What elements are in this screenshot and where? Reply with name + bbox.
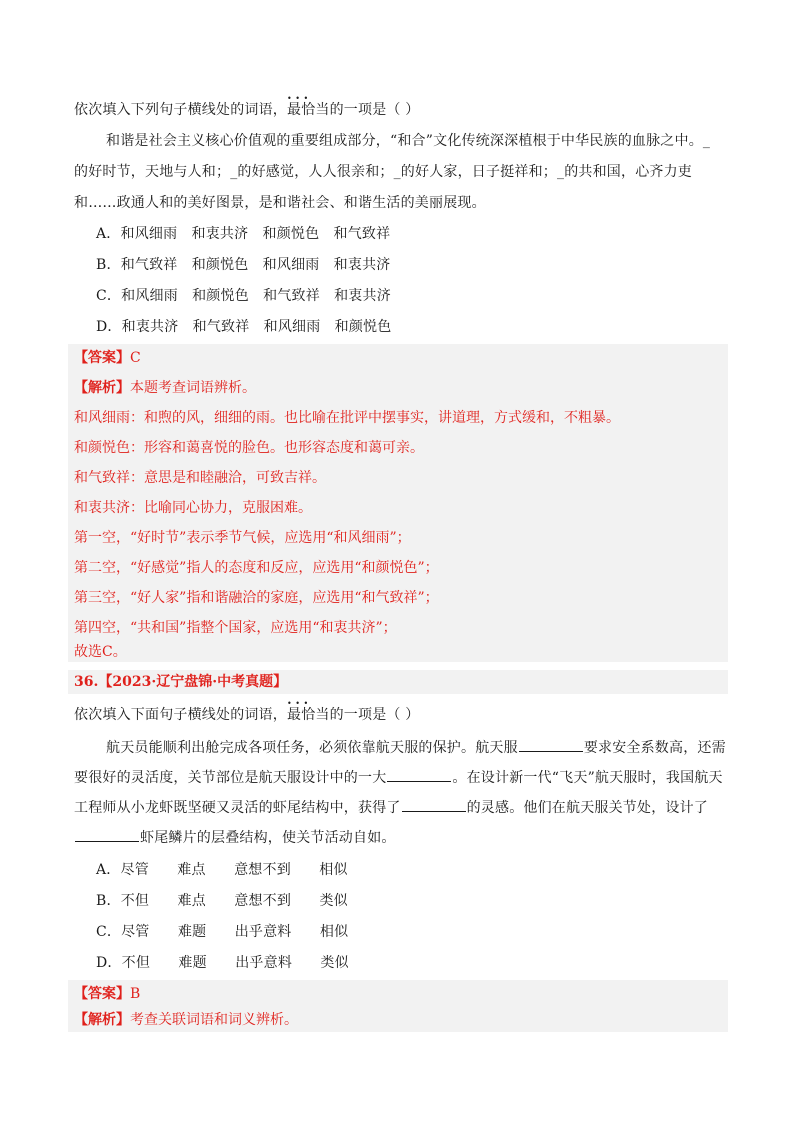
q2-passage-text: 航天员能顺利出舱完成各项任务，必须依靠航天服的保护。航天服 xyxy=(106,740,518,756)
q2-passage-line-2 xyxy=(74,767,723,788)
q1-answer-label: 【答案】 xyxy=(74,350,130,366)
q2-passage-text: 工程师从小龙虾既坚硬又灵活的虾尾结构中，获得了 xyxy=(74,800,401,816)
q2-passage-text: 要求安全系数高，还需 xyxy=(583,740,726,756)
q1-option-d: D．和衷共济 和气致祥 和风细雨 和颜悦色 xyxy=(96,319,392,335)
q1-analysis-intro: 本题考查词语辨析。 xyxy=(130,380,256,396)
q2-passage-line-4 xyxy=(74,827,396,848)
q2-analysis-intro: 考查关联词语和词义辨析。 xyxy=(130,1012,298,1028)
q2-blank-1 xyxy=(519,737,583,752)
q2-option-b: B．不但 难点 意想不到 类似 xyxy=(96,893,348,909)
q2-stem xyxy=(74,705,419,725)
q2-passage-text: 要很好的灵活度，关节部位是航天服设计中的一大 xyxy=(74,770,387,786)
q1-answer-value: C xyxy=(130,350,141,366)
q1-stem-suffix: 的一项是（ ） xyxy=(329,102,420,118)
q1-option-c: C．和风细雨 和颜悦色 和气致祥 和衷共济 xyxy=(96,288,391,304)
q2-analysis-label: 【解析】 xyxy=(74,1012,130,1028)
q2-answer xyxy=(74,984,140,1004)
q1-analysis-line-1: 和风细雨：和煦的风，细细的雨。也比喻在批评中摆事实，讲道理，方式缓和，不粗暴。 xyxy=(74,410,620,426)
q1-analysis-line-5: 第一空，“好时节”表示季节气候，应选用“和风细雨”； xyxy=(74,530,411,546)
q1-stem-emphasis: • • • 最恰当 xyxy=(287,100,330,120)
q1-option-b: B．和气致祥 和颜悦色 和风细雨 和衷共济 xyxy=(96,257,391,273)
q1-analysis-line-4: 和衷共济：比喻同心协力，克服困难。 xyxy=(74,500,312,516)
q2-answer-box xyxy=(68,980,728,1032)
q2-option-a: A．尽管 难点 意想不到 相似 xyxy=(96,862,348,878)
q1-answer xyxy=(74,348,141,368)
q2-stem-emphasis: • • • 最恰当 xyxy=(287,705,330,725)
q1-answer-box xyxy=(68,344,728,662)
q2-number-source: 36.【2023·辽宁盘锦·中考真题】 xyxy=(74,674,288,690)
q2-source-box xyxy=(68,670,728,694)
q2-stem-suffix: 的一项是（ ） xyxy=(329,707,420,723)
q2-stem-prefix: 依次填入下面句子横线处的词语， xyxy=(74,707,287,723)
q1-passage-line-1: 和谐是社会主义核心价值观的重要组成部分，“和合”文化传统深深植根于中华民族的血脉之中。_ xyxy=(106,133,711,149)
q1-analysis-line-2: 和颜悦色：形容和蔼喜悦的脸色。也形容态度和蔼可亲。 xyxy=(74,440,424,456)
q1-analysis-line-9: 故选C。 xyxy=(74,644,127,660)
q2-answer-label: 【答案】 xyxy=(74,986,130,1002)
q2-passage-text: 。在设计新一代“飞天”航天服时，我国航天 xyxy=(452,770,723,786)
q2-passage-text: 的灵感。他们在航天服关节处，设计了 xyxy=(466,800,709,816)
q1-passage-line-3: 和……政通人和的美好图景，是和谐社会、和谐生活的美丽展现。 xyxy=(74,195,486,211)
q2-blank-4 xyxy=(75,827,139,842)
q1-analysis-line-7: 第三空，“好人家”指和谐融洽的家庭，应选用“和气致祥”； xyxy=(74,590,439,606)
q2-option-c: C．尽管 难题 出乎意料 相似 xyxy=(96,924,349,940)
q1-analysis-heading xyxy=(74,378,256,398)
q1-stem-prefix: 依次填入下列句子横线处的词语， xyxy=(74,102,287,118)
q1-analysis-line-8: 第四空，“共和国”指整个国家，应选用“和衷共济”； xyxy=(74,620,397,636)
q2-analysis-heading xyxy=(74,1010,298,1030)
q2-passage-line-3 xyxy=(74,797,708,818)
q1-option-a: A．和风细雨 和衷共济 和颜悦色 和气致祥 xyxy=(96,226,391,242)
q1-analysis-line-6: 第二空，“好感觉”指人的态度和反应，应选用“和颜悦色”； xyxy=(74,560,439,576)
q2-passage-line-1 xyxy=(106,737,726,758)
q1-stem xyxy=(74,100,419,120)
q1-analysis-line-3: 和气致祥：意思是和睦融洽，可致吉祥。 xyxy=(74,470,326,486)
q2-blank-3 xyxy=(402,797,466,812)
q2-passage-text: 虾尾鳞片的层叠结构，使关节活动自如。 xyxy=(140,830,396,846)
q2-blank-2 xyxy=(387,767,451,782)
q2-option-d: D．不但 难题 出乎意料 类似 xyxy=(96,955,349,971)
q1-passage-line-2: 的好时节，天地与人和；_的好感觉，人人很亲和；_的好人家，日子挺祥和；_的共和国，心齐力吏 xyxy=(74,164,692,180)
q1-analysis-label: 【解析】 xyxy=(74,380,130,396)
q2-answer-value: B xyxy=(130,986,141,1002)
